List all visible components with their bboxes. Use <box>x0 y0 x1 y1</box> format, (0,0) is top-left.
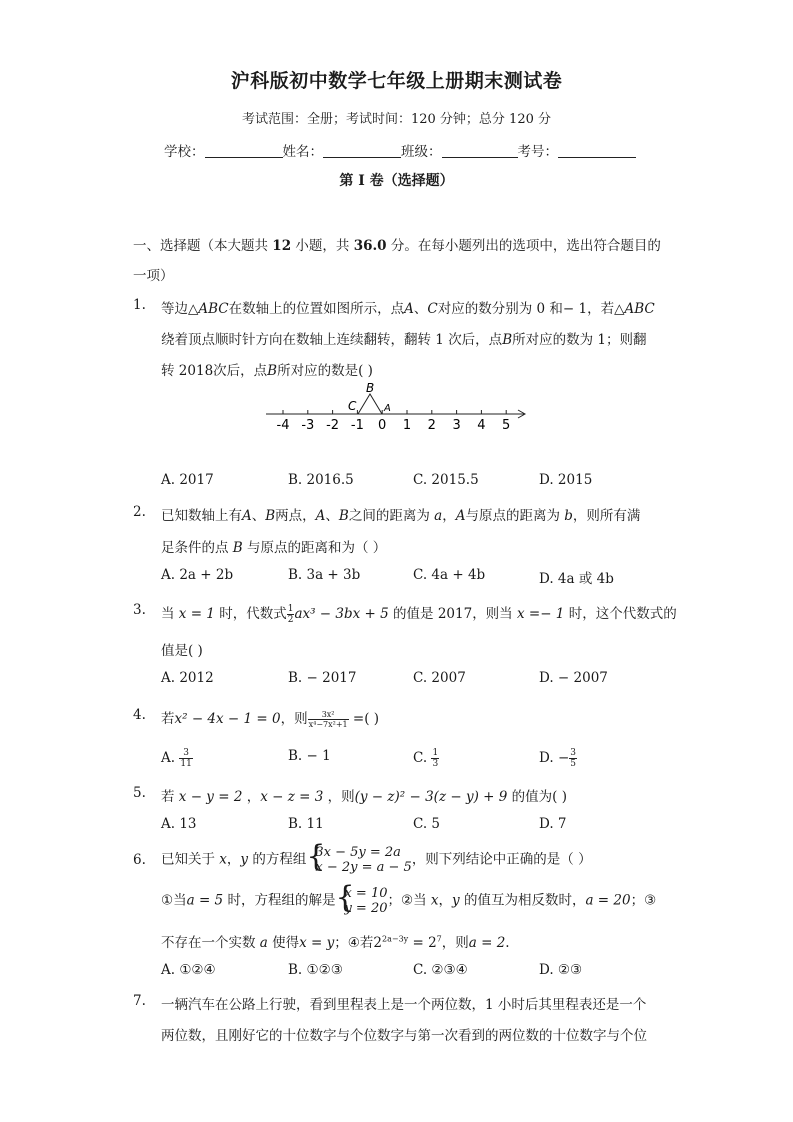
q4-c-fraction <box>431 748 439 769</box>
q6-var: x <box>219 851 227 868</box>
q5-number: 5. <box>133 785 146 801</box>
q3-frac-den: 2 <box>287 615 294 625</box>
option-sign: − <box>557 750 570 766</box>
q3-option-c[interactable]: C. 2007 <box>413 670 466 686</box>
q6-text: . <box>505 935 510 951</box>
q2-var: B <box>338 508 349 524</box>
q3-number: 3. <box>133 602 146 618</box>
q6-text: ，则 <box>441 935 469 951</box>
q3-math: x =− 1 <box>516 606 565 622</box>
q1-var: ABC <box>624 301 655 317</box>
q7-line-2: 两位数，且刚好它的十位数字与个位数字与第一次看到的两位数的十位数字与个位 <box>161 1028 647 1044</box>
q4-fraction <box>308 710 349 729</box>
q1-text: ，若△ <box>587 301 625 317</box>
q5-option-b[interactable]: B. 11 <box>288 816 324 832</box>
q3-line-1 <box>161 602 677 625</box>
q1-var: ABC <box>198 301 229 317</box>
q1-line-1 <box>161 297 655 317</box>
school-label: 学校： <box>164 144 205 160</box>
q4-math: x² − 4x − 1 = 0 <box>174 711 281 727</box>
q6-line-3 <box>161 931 510 951</box>
q2-text: 已知数轴上有 <box>161 508 242 524</box>
q3-line-2: 值是( ) <box>161 643 203 659</box>
q6-var: y <box>240 851 249 868</box>
q2-text: 之间的距离为 <box>348 508 430 524</box>
q1-number: 1. <box>133 297 146 313</box>
part-one-text: 一、选择题（本大题共 <box>133 238 273 254</box>
q6-text: ，则下列结论中正确的是（ ） <box>411 851 592 868</box>
q1-var: B <box>502 332 513 348</box>
q6-line-2 <box>161 880 657 916</box>
q5-text: ， <box>246 789 261 805</box>
q2-text: 两点， <box>275 508 316 524</box>
q1-var: B <box>267 363 278 379</box>
q1-text: ；则翻 <box>606 332 647 348</box>
q1-text: 所对应的数是( ) <box>277 363 373 379</box>
q6-text: ；③ <box>630 892 657 909</box>
q3-option-a[interactable]: A. 2012 <box>161 670 214 686</box>
frac-num: 3 <box>570 748 576 758</box>
frac-num: 3 <box>179 748 192 759</box>
q6-option-d[interactable]: D. ②③ <box>539 962 583 978</box>
q4-option-c[interactable] <box>413 748 439 769</box>
q6-text: 的值互为相反数时， <box>463 892 586 909</box>
q2-var: a <box>434 508 443 524</box>
frac-den: 3 <box>432 759 439 769</box>
number-line-figure <box>262 378 532 434</box>
tick-label: 5 <box>502 418 511 433</box>
part-one-text: 小题，共 <box>291 238 354 254</box>
tick-label: -3 <box>301 418 315 433</box>
q4-number: 4. <box>133 707 146 723</box>
q3-option-d[interactable]: D. − 2007 <box>539 670 608 686</box>
q1-text: 绕着顶点顺时针方向在数轴上连续翻转，翻转 <box>161 332 431 348</box>
option-letter: B. <box>288 748 303 764</box>
q2-var: b <box>564 508 573 524</box>
question-count: 12 <box>272 238 292 254</box>
option-letter: A. <box>161 750 176 766</box>
q6-math: a = 5 <box>186 892 224 909</box>
q1-text: 次后，点 <box>448 332 503 348</box>
q4-option-d[interactable] <box>539 748 577 769</box>
q2-text: 足条件的点 <box>161 540 229 556</box>
q1-text: 等边△ <box>161 301 199 317</box>
tick-label: 3 <box>452 418 461 433</box>
q2-line-1: 已知数轴上有A、B两点，A、B之间的距离为 a，A与原点的距离为 b，则所有满 <box>161 508 641 524</box>
q1-text: 所对应的数为 <box>512 332 594 348</box>
q2-option-a[interactable]: A. 2a + 2b <box>161 567 234 583</box>
q5-math: x − y = 2 <box>178 789 243 805</box>
q5-math: x − z = 3 <box>260 789 324 805</box>
q6-math: x = y <box>299 935 335 951</box>
q2-option-c[interactable]: C. 4a + 4b <box>413 567 486 583</box>
q3-frac-num: 1 <box>287 604 294 614</box>
q3-option-b[interactable]: B. − 2017 <box>288 670 357 686</box>
student-info-row <box>164 140 636 160</box>
q3-math: ax³ − 3bx + 5 <box>294 606 389 622</box>
q6-var: x <box>430 892 439 909</box>
q1-text: 和 <box>549 301 563 317</box>
q2-text: ，则所有满 <box>572 508 641 524</box>
class-label: 班级： <box>401 144 442 160</box>
q6-text: 不存在一个实数 <box>161 935 256 951</box>
q6-eq-1: 3x − 5y = 2a <box>315 845 401 860</box>
q1-text: 1 <box>435 332 444 348</box>
q6-text: ；④若 <box>334 935 374 951</box>
q6-sol-2: y = 20 <box>344 901 388 916</box>
q6-text: ， <box>438 892 453 909</box>
triangle-abc <box>358 394 382 414</box>
q2-option-d[interactable]: D. 4a 或 4b <box>539 571 614 587</box>
option-letter: C. <box>413 750 428 766</box>
tick-label: -2 <box>326 418 340 433</box>
q1-option-d[interactable]: D. 2015 <box>539 472 593 488</box>
q1-text: 0 <box>536 301 546 317</box>
q6-exp: 7 <box>436 934 442 944</box>
class-blank[interactable] <box>442 143 518 158</box>
q3-text: 时，代数式 <box>219 606 287 622</box>
q4-a-fraction <box>179 748 192 769</box>
number-label: 考号： <box>517 144 558 160</box>
q6-text: 使得 <box>272 935 300 951</box>
left-brace: { <box>306 839 326 874</box>
q4-text: =( ) <box>352 711 380 727</box>
q6-math: 2 <box>373 935 382 951</box>
q6-line-1 <box>161 839 592 875</box>
q1-option-c[interactable]: C. 2015.5 <box>413 472 479 488</box>
number-line-ticks <box>277 410 511 433</box>
q6-text: 时，方程组的解是 <box>227 892 336 909</box>
tick-label: -4 <box>276 418 290 433</box>
q1-text: 次后，点 <box>213 363 268 379</box>
name-blank[interactable] <box>323 143 401 158</box>
q4-option-b[interactable] <box>288 748 331 764</box>
name-label: 姓名： <box>282 144 323 160</box>
q2-var: A <box>242 508 252 524</box>
q4-line-1 <box>161 707 379 729</box>
q1-text: 2018 <box>178 363 214 379</box>
q6-var: a <box>259 935 268 951</box>
q4-d-fraction <box>569 748 577 769</box>
q6-number: 6. <box>133 852 146 868</box>
q3-text: 的值是 <box>393 606 434 622</box>
q1-line-2 <box>161 328 647 348</box>
label-a: A <box>384 403 391 414</box>
q3-text: 时，这个代数式的 <box>568 606 677 622</box>
q3-math: x = 1 <box>178 606 215 622</box>
q2-text: 、 <box>251 508 266 524</box>
q6-math: = 2 <box>408 935 437 951</box>
school-blank[interactable] <box>205 143 283 158</box>
label-b: B <box>366 381 375 395</box>
q5-option-c[interactable]: C. 5 <box>413 816 441 832</box>
q1-var: A <box>404 301 414 317</box>
tick-label: 0 <box>378 418 387 433</box>
q5-line-1 <box>161 785 567 805</box>
number-blank[interactable] <box>558 143 636 158</box>
q4-frac-den: x⁴−7x²+1 <box>308 720 348 729</box>
q1-text: 1 <box>597 332 606 348</box>
q4-option-a[interactable] <box>161 748 193 769</box>
q5-math: (y − z)² − 3(z − y) + 9 <box>354 789 508 805</box>
frac-num: 1 <box>432 748 439 758</box>
q6-text: ①当 <box>161 892 187 909</box>
q1-option-a[interactable]: A. 2017 <box>161 472 214 488</box>
q2-option-b[interactable]: B. 3a + 3b <box>288 567 361 583</box>
q6-text: 已知关于 <box>161 851 215 868</box>
q7-number: 7. <box>133 993 146 1009</box>
q6-eq-2: x − 2y = a − 5 <box>315 860 412 875</box>
tick-label: 1 <box>402 418 412 433</box>
q4-frac-num: 3x² <box>308 710 349 720</box>
q7-line-1: 一辆汽车在公路上行驶，看到里程表上是一个两位数，1 小时后其里程表还是一个 <box>161 997 647 1013</box>
q1-line-3 <box>161 359 373 379</box>
left-brace: { <box>335 880 355 915</box>
q4-text: ，则 <box>280 711 308 727</box>
q1-text: − 1 <box>562 301 588 317</box>
q6-option-a[interactable]: A. ①②④ <box>161 962 216 978</box>
q2-line-2 <box>161 536 386 556</box>
q5-text: 的值为( ) <box>511 789 567 805</box>
q6-var: y <box>452 892 460 909</box>
q1-text: 、 <box>413 301 428 317</box>
q6-equation-system <box>306 839 412 875</box>
section-title: 第 I 卷（选择题） <box>339 173 454 189</box>
q3-text: 当 <box>161 606 175 622</box>
q3-text: 2017 <box>437 606 473 622</box>
part-one-text: 分。在每小题列出的选项中，选出符合题目的 <box>386 238 661 254</box>
exam-subtitle: 考试范围：全册；考试时间：120 分钟；总分 120 分 <box>241 112 552 127</box>
tick-label: 4 <box>477 418 486 433</box>
q2-number: 2. <box>133 504 146 520</box>
part-one-heading-cont: 一项） <box>133 268 174 284</box>
q5-text: ，则 <box>327 789 355 805</box>
q6-solution-system <box>335 880 388 916</box>
q5-option-d[interactable]: D. 7 <box>539 816 567 832</box>
q6-text: ， <box>226 851 241 868</box>
q5-text: 若 <box>161 789 175 805</box>
q2-var: B <box>265 508 276 524</box>
q1-var: C <box>427 301 438 317</box>
frac-den: 11 <box>180 759 192 769</box>
exam-title: 沪科版初中数学七年级上册期末测试卷 <box>230 70 563 92</box>
option-letter: D. <box>539 750 554 766</box>
part-one-heading <box>133 234 661 254</box>
total-score: 36.0 <box>353 238 387 254</box>
label-c: C <box>348 399 357 413</box>
q1-text: 在数轴上的位置如图所示，点 <box>228 301 405 317</box>
q6-sol-1: x = 10 <box>344 886 388 901</box>
frac-den: 5 <box>570 759 576 769</box>
q1-text: 转 <box>161 363 175 379</box>
q2-text: 、 <box>325 508 339 524</box>
option-value: − 1 <box>306 748 331 764</box>
tick-label: 2 <box>427 418 436 433</box>
q2-text: 与原点的距离为 <box>465 508 560 524</box>
q3-text: ，则当 <box>472 606 513 622</box>
q6-option-b[interactable]: B. ①②③ <box>288 962 343 978</box>
q1-text: 对应的数分别为 <box>437 301 533 317</box>
q1-option-b[interactable]: B. 2016.5 <box>288 472 354 488</box>
q2-var: A <box>455 508 466 524</box>
q6-text: ；②当 <box>387 892 427 909</box>
q6-exp: 2a−3y <box>382 934 409 944</box>
q2-var: B <box>232 540 243 556</box>
q6-math: a = 20 <box>585 892 631 909</box>
q2-var: A <box>315 508 326 524</box>
q6-option-c[interactable]: C. ②③④ <box>413 962 468 978</box>
q6-text: 的方程组 <box>252 851 307 868</box>
q5-option-a[interactable]: A. 13 <box>161 816 197 832</box>
q2-text: 与原点的距离和为（ ） <box>247 540 387 556</box>
q6-math: a = 2 <box>468 935 506 951</box>
tick-label: -1 <box>350 418 364 433</box>
q4-text: 若 <box>161 711 175 727</box>
